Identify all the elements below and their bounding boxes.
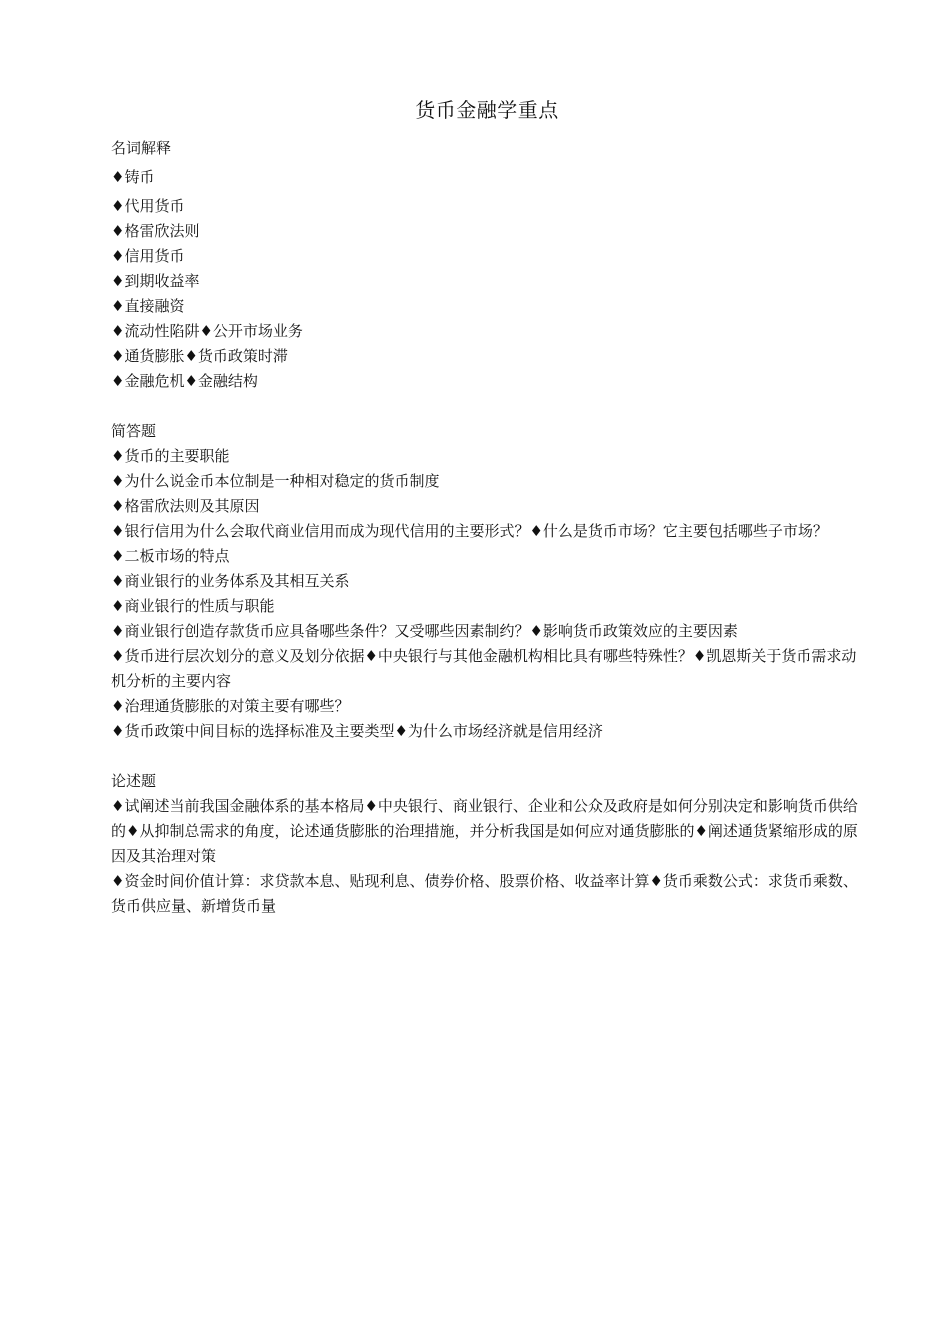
list-item: ♦金融危机♦金融结构 [111, 372, 258, 390]
list-item: ♦资金时间价值计算：求贷款本息、贴现利息、债券价格、股票价格、收益率计算♦货币乘数公式：求货币乘数、货币供应量、新增货币量 [111, 872, 858, 915]
section-short-answer [111, 419, 863, 744]
list-item: ♦二板市场的特点 [111, 547, 230, 565]
list-item: ♦治理通货膨胀的对策主要有哪些？ [111, 697, 350, 715]
list-item: ♦直接融资 [111, 297, 185, 315]
list-item: ♦为什么说金币本位制是一种相对稳定的货币制度 [111, 472, 440, 490]
list-item: ♦铸币 [111, 168, 155, 186]
document-body [111, 136, 863, 919]
list-item: ♦商业银行的业务体系及其相互关系 [111, 572, 350, 590]
list-item: ♦代用货币 [111, 197, 185, 215]
section-essay [111, 769, 863, 919]
list-item: ♦试阐述当前我国金融体系的基本格局♦中央银行、商业银行、企业和公众及政府是如何分别决定和影响货币供给的♦从抑制总需求的角度，论述通货膨胀的治理措施，并分析我国是如何应对通货膨胀的♦阐述通货紧缩形成的原因及其治理对策 [111, 797, 858, 865]
list-item: ♦格雷欣法则 [111, 222, 200, 240]
list-item: ♦商业银行创造存款货币应具备哪些条件？又受哪些因素制约？♦影响货币政策效应的主要因素 [111, 622, 738, 640]
list-item: ♦货币的主要职能 [111, 447, 230, 465]
list-item: ♦到期收益率 [111, 272, 200, 290]
list-item: ♦信用货币 [111, 247, 185, 265]
section-term-definitions [111, 136, 863, 394]
list-item: ♦通货膨胀♦货币政策时滞 [111, 347, 288, 365]
section-heading: 名词解释 [111, 139, 172, 157]
list-item: ♦商业银行的性质与职能 [111, 597, 275, 615]
list-item: ♦货币政策中间目标的选择标准及主要类型♦为什么市场经济就是信用经济 [111, 722, 603, 740]
document-title: 货币金融学重点 [415, 98, 559, 122]
list-item: ♦银行信用为什么会取代商业信用而成为现代信用的主要形式？♦什么是货币市场？它主要包括哪些子市场？ [111, 522, 828, 540]
section-heading: 论述题 [111, 772, 157, 790]
list-item: ♦流动性陷阱♦公开市场业务 [111, 322, 303, 340]
list-item: ♦格雷欣法则及其原因 [111, 497, 260, 515]
section-heading: 简答题 [111, 422, 157, 440]
list-item: ♦货币进行层次划分的意义及划分依据♦中央银行与其他金融机构相比具有哪些特殊性？♦凯恩斯关于货币需求动机分析的主要内容 [111, 647, 857, 690]
